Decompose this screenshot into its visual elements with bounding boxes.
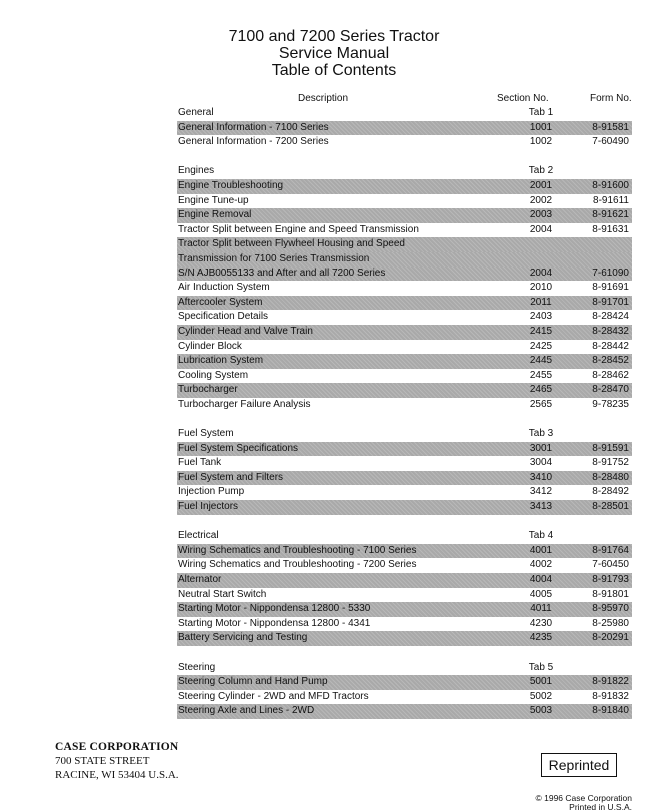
table-row [177, 135, 632, 150]
table-row [177, 588, 632, 603]
row-form-number: 7-60450 [592, 559, 629, 571]
row-section-number: Tab 3 [528, 428, 554, 440]
table-row [177, 602, 632, 617]
row-section-number: 2011 [530, 296, 552, 308]
corporation-address [55, 740, 179, 782]
row-section-number: 2010 [529, 282, 553, 294]
table-row [177, 106, 632, 121]
row-form-number: 8-28442 [592, 340, 629, 352]
table-row [177, 267, 632, 282]
row-description: Lubrication System [178, 355, 264, 367]
table-row [177, 194, 632, 209]
table-row [177, 704, 632, 719]
row-form-number: 8-95970 [592, 603, 629, 615]
street-address: 700 STATE STREET [55, 755, 150, 767]
table-row [177, 515, 632, 530]
table-row [177, 558, 632, 573]
row-section-number: Tab 5 [528, 661, 554, 673]
row-form-number: 8-28462 [592, 369, 629, 381]
row-description: Steering Column and Hand Pump [178, 676, 328, 688]
row-form-number: 8-91801 [592, 588, 629, 600]
row-section-number: 3413 [529, 501, 553, 513]
table-row [177, 661, 632, 676]
table-row [177, 354, 632, 369]
row-section-number: 4005 [529, 588, 553, 600]
row-section-number: 2415 [529, 325, 553, 337]
table-row [177, 398, 632, 413]
table-row [177, 500, 632, 515]
row-form-number: 8-91621 [592, 209, 629, 221]
corporation-name: CASE CORPORATION [55, 741, 179, 753]
row-description: Battery Servicing and Testing [178, 632, 308, 644]
row-description: Starting Motor - Nippondensa 12800 - 5330 [178, 603, 371, 615]
row-form-number: 8-91581 [592, 121, 629, 133]
row-description: Transmission for 7100 Series Transmission [178, 252, 370, 264]
row-form-number: 8-91611 [593, 194, 629, 206]
row-section-number: 4235 [529, 632, 553, 644]
row-form-number: 8-28452 [592, 355, 629, 367]
row-description: Fuel System Specifications [178, 442, 299, 454]
row-description: Neutral Start Switch [178, 588, 267, 600]
row-section-number: 3410 [529, 471, 553, 483]
table-row [177, 223, 632, 238]
document-title [0, 28, 668, 79]
contents-table [177, 106, 632, 719]
row-section-number: 2445 [529, 355, 553, 367]
row-description: Steering Axle and Lines - 2WD [178, 705, 315, 717]
title-line-3: Table of Contents [271, 62, 397, 79]
row-section-number: 2425 [529, 340, 553, 352]
table-row [177, 690, 632, 705]
row-form-number: 8-25980 [592, 617, 629, 629]
row-description: Starting Motor - Nippondensa 12800 - 4341 [178, 617, 371, 629]
row-form-number: 8-91691 [592, 282, 629, 294]
table-row [177, 471, 632, 486]
table-row [177, 281, 632, 296]
row-section-number: 2002 [529, 194, 553, 206]
row-description: Air Induction System [178, 282, 270, 294]
row-description: Cylinder Head and Valve Train [178, 325, 313, 337]
row-description: Steering Cylinder - 2WD and MFD Tractors [178, 690, 369, 702]
row-description: Turbocharger Failure Analysis [178, 398, 311, 410]
table-row [177, 383, 632, 398]
row-description: Alternator [178, 574, 222, 585]
row-section-number: Tab 2 [528, 165, 554, 177]
row-section-number: Tab 1 [528, 107, 554, 118]
row-description: Electrical [178, 530, 219, 542]
row-section-number: 2001 [529, 179, 553, 191]
table-row [177, 150, 632, 165]
row-description: S/N AJB0055133 and After and all 7200 Series [178, 267, 386, 279]
row-form-number: 7-60490 [592, 136, 629, 148]
row-section-number: 2003 [529, 209, 553, 221]
row-description: Aftercooler System [178, 296, 263, 308]
row-section-number: 4004 [529, 574, 553, 585]
row-form-number: 8-28501 [592, 501, 629, 513]
table-row [177, 529, 632, 544]
row-form-number: 7-61090 [592, 267, 629, 279]
copyright-notice [535, 794, 632, 812]
row-form-number: 8-91832 [592, 690, 629, 702]
row-description: Cooling System [178, 369, 249, 381]
row-description: Engine Troubleshooting [178, 179, 284, 191]
row-section-number: 3412 [529, 486, 553, 498]
row-section-number: 5001 [529, 676, 553, 688]
table-row [177, 164, 632, 179]
printed-line: Printed in U.S.A. [569, 802, 632, 812]
row-section-number: 2403 [529, 311, 553, 323]
copyright-line: © 1996 Case Corporation [535, 793, 632, 803]
column-header-description: Description [298, 93, 349, 104]
row-form-number: 8-91764 [592, 544, 629, 556]
row-section-number: 4230 [529, 617, 553, 629]
table-row [177, 296, 632, 311]
row-section-number: 1001 [529, 121, 553, 133]
table-row [177, 573, 632, 588]
row-form-number: 8-91840 [592, 705, 629, 717]
table-row [177, 675, 632, 690]
row-form-number: 8-28480 [592, 471, 629, 483]
table-row [177, 442, 632, 457]
row-form-number: 8-28470 [592, 384, 629, 396]
table-row [177, 179, 632, 194]
table-row [177, 427, 632, 442]
row-description: Wiring Schematics and Troubleshooting - 7100 Series [178, 544, 417, 556]
row-description: Injection Pump [178, 486, 245, 498]
table-row [177, 631, 632, 646]
table-row [177, 485, 632, 500]
row-section-number: 2004 [529, 267, 553, 279]
title-line-1: 7100 and 7200 Series Tractor [228, 28, 440, 45]
row-section-number: 2004 [529, 223, 553, 235]
column-header-form: Form No. [590, 93, 632, 104]
table-row [177, 456, 632, 471]
row-section-number: 4002 [529, 559, 553, 571]
row-form-number: 8-91701 [592, 296, 629, 308]
table-row [177, 310, 632, 325]
row-section-number: 1002 [529, 136, 553, 148]
row-description: Fuel Tank [178, 457, 222, 469]
table-row [177, 646, 632, 661]
table-row [177, 252, 632, 267]
row-form-number: 8-20291 [592, 632, 629, 644]
table-row [177, 208, 632, 223]
row-description: Fuel System and Filters [178, 471, 284, 483]
row-section-number: 3001 [529, 442, 553, 454]
row-description: Tractor Split between Flywheel Housing and Speed [178, 238, 405, 250]
row-form-number: 8-91752 [592, 457, 629, 469]
row-section-number: 4011 [530, 603, 552, 615]
row-section-number: 5002 [529, 690, 553, 702]
table-row [177, 121, 632, 136]
table-row [177, 325, 632, 340]
table-row [177, 617, 632, 632]
row-description: General Information - 7100 Series [178, 121, 329, 133]
row-form-number: 8-28492 [592, 486, 629, 498]
row-description: Wiring Schematics and Troubleshooting - 7200 Series [178, 559, 417, 571]
table-row [177, 369, 632, 384]
row-form-number: 8-28432 [592, 325, 629, 337]
row-section-number: 2465 [529, 384, 553, 396]
row-description: Cylinder Block [178, 340, 242, 352]
row-form-number: 8-28424 [592, 311, 629, 323]
row-form-number: 8-91631 [592, 223, 629, 235]
row-form-number: 8-91591 [592, 442, 629, 454]
row-section-number: Tab 4 [528, 530, 554, 542]
row-description: Fuel System [178, 428, 234, 440]
row-section-number: 2455 [529, 369, 553, 381]
column-header-section: Section No. [497, 93, 549, 104]
row-section-number: 2565 [529, 398, 553, 410]
row-description: Specification Details [178, 311, 269, 323]
table-row [177, 237, 632, 252]
row-section-number: 4001 [529, 544, 553, 556]
table-row [177, 544, 632, 559]
row-form-number: 9-78235 [592, 398, 629, 410]
row-description: General Information - 7200 Series [178, 136, 329, 148]
table-row [177, 412, 632, 427]
row-description: Engine Tune-up [178, 194, 249, 206]
row-form-number: 8-91822 [592, 676, 629, 688]
row-form-number: 8-91600 [592, 179, 629, 191]
row-form-number: 8-91793 [592, 574, 629, 585]
row-description: Tractor Split between Engine and Speed Transmission [178, 223, 419, 235]
city-address: RACINE, WI 53404 U.S.A. [55, 769, 179, 781]
reprinted-stamp: Reprinted [541, 753, 617, 777]
row-section-number: 3004 [529, 457, 553, 469]
row-section-number: 5003 [529, 705, 553, 717]
row-description: General [178, 107, 214, 118]
row-description: Engines [178, 165, 215, 177]
title-line-2: Service Manual [278, 45, 390, 62]
row-description: Turbocharger [178, 384, 238, 396]
table-row [177, 340, 632, 355]
row-description: Engine Removal [178, 209, 252, 221]
row-description: Fuel Injectors [178, 501, 239, 513]
row-description: Steering [178, 661, 216, 673]
